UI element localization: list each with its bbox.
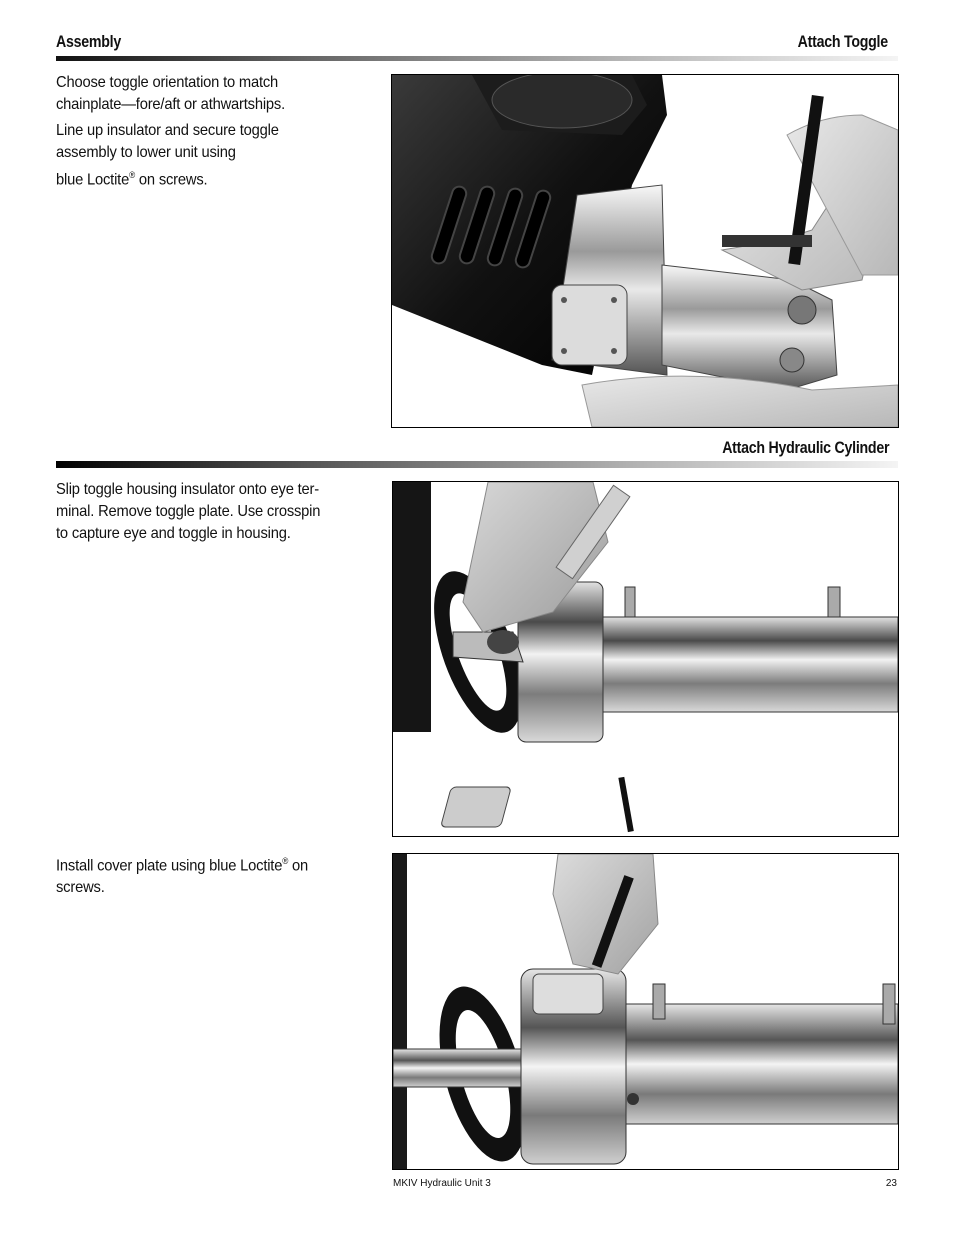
- photo-slip-insulator-drawing: [393, 482, 898, 836]
- footer-document-title: MKIV Hydraulic Unit 3: [393, 1178, 491, 1189]
- step-title-attach-hydraulic-cylinder: Attach Hydraulic Cylinder: [721, 439, 889, 457]
- photo-install-cover-plate-drawing: [393, 854, 898, 1169]
- photo-attach-toggle-drawing: [392, 75, 898, 427]
- step1-instructions: [56, 72, 360, 195]
- photo-slip-insulator: [392, 481, 899, 837]
- step3-instructions: [56, 850, 360, 899]
- step1-line: Line up insulator and secure toggle: [56, 122, 279, 139]
- step-title-attach-toggle: Attach Toggle: [797, 33, 888, 51]
- step2-line: minal. Remove toggle plate. Use crosspin: [56, 503, 321, 520]
- step1-line: Choose toggle orientation to match: [56, 74, 279, 91]
- step3-line: screws.: [56, 879, 105, 897]
- registered-mark: ®: [282, 856, 289, 866]
- step1-line: blue Loctite: [56, 171, 130, 189]
- photo-attach-toggle: [391, 74, 899, 428]
- step2-line: to capture eye and toggle in housing.: [56, 525, 291, 542]
- step2-line: Slip toggle housing insulator onto eye ter-: [56, 481, 319, 498]
- step3-line: on: [288, 857, 309, 875]
- section-title: Assembly: [56, 33, 121, 51]
- photo-install-cover-plate: [392, 853, 899, 1170]
- header-rule: [56, 56, 898, 61]
- section-rule: [56, 461, 898, 468]
- step1-line: on screws.: [135, 171, 208, 189]
- page-number: 23: [885, 1178, 897, 1189]
- step1-line: chainplate—fore/aft or athwartships.: [56, 96, 286, 113]
- registered-mark: ®: [129, 170, 136, 180]
- step2-instructions: [56, 479, 360, 545]
- step1-line: assembly to lower unit using: [56, 144, 236, 161]
- step3-line: Install cover plate using blue Loctite: [56, 857, 283, 875]
